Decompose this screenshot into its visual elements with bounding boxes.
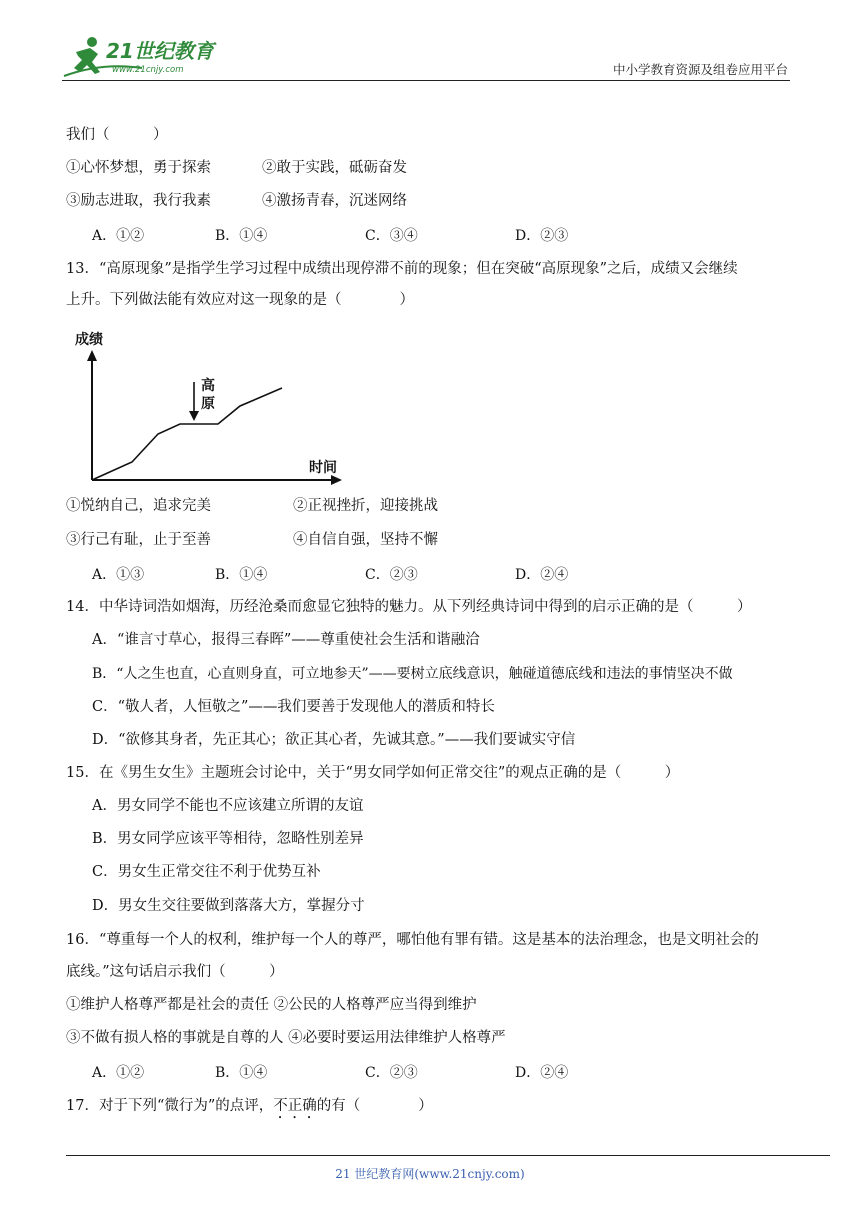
q15-option-a: A．男女同学不能也不应该建立所谓的友谊 [92,798,364,814]
plateau-graph [72,328,352,488]
graph-mark-1: 高 [201,378,215,394]
graph-y-arrow-icon [87,350,97,361]
runner-logo-icon [62,32,232,82]
q17-stem-post: 的有（ ） [316,1098,433,1114]
plateau-arrow-icon [189,411,199,421]
header-divider [62,80,790,81]
q16-option-a: A．①② [92,1065,145,1081]
q15-option-c: C．男女生正常交往不利于优势互补 [92,864,321,880]
q12-statement-4: ④激扬青春，沉迷网络 [262,193,407,209]
q12-statement-2: ②敢于实践，砥砺奋发 [262,160,407,176]
q15-option-b: B．男女同学应该平等相待，忽略性别差异 [92,831,364,847]
q13-statement-3: ③行己有耻，止于至善 [66,532,211,548]
q12-stem-tail: 我们（ ） [66,127,168,143]
q12-statement-1: ①心怀梦想，勇于探索 [66,160,211,176]
q13-option-a: A．①③ [92,567,145,583]
footer-divider [66,1155,830,1156]
q16-option-d: D．②④ [515,1065,569,1081]
q13-statement-1: ①悦纳自己，追求完美 [66,498,211,514]
graph-y-label: 成绩 [75,332,103,348]
q17-stem-emphasis: 不正确 [273,1098,317,1114]
q12-option-c: C．③④ [365,228,418,244]
footer-site-text: 21 世纪教育网(www.21cnjy.com) [335,1167,525,1181]
q13-option-b: B．①④ [215,567,268,583]
logo-text: 21世纪教育 [106,39,214,63]
graph-mark-2: 原 [201,396,215,412]
q12-option-d: D．②③ [515,228,569,244]
graph-x-label: 时间 [309,460,337,476]
q14-option-c: C．“敬人者，人恒敬之”——我们要善于发现他人的潜质和特长 [92,699,495,715]
q14-option-a: A．“谁言寸草心，报得三春晖”——尊重使社会生活和谐融洽 [92,632,480,648]
q13-option-d: D．②④ [515,567,569,583]
header-platform-text: 中小学教育资源及组卷应用平台 [612,62,788,77]
logo-url-text: www.21cnjy.com [112,65,184,75]
site-logo [62,32,232,82]
q15-stem: 15．在《男生女生》主题班会讨论中，关于“男女同学如何正常交往”的观点正确的是（ ） [66,765,680,781]
q12-option-b: B．①④ [215,228,268,244]
q12-option-a: A．①② [92,228,145,244]
q17-stem-pre: 17．对于下列“微行为”的点评， [66,1098,274,1114]
q16-stem-line-1: 16．“尊重每一个人的权利，维护每一个人的尊严，哪怕他有罪有错。这是基本的法治理念，也是文明社会的 [66,932,759,948]
q17-stem [66,1096,433,1122]
q16-option-c: C．②③ [365,1065,418,1081]
q16-option-b: B．①④ [215,1065,268,1081]
graph-curve [92,388,282,480]
q16-stem-line-2: 底线。”这句话启示我们（ ） [66,964,284,980]
q12-statement-3: ③励志进取，我行我素 [66,193,211,209]
q14-stem: 14．中华诗词浩如烟海，历经沧桑而愈显它独特的魅力。从下列经典诗词中得到的启示正确的是（ ） [66,599,752,615]
q13-stem-line-2: 上升。下列做法能有效应对这一现象的是（ ） [66,292,414,308]
q13-option-c: C．②③ [365,567,418,583]
q16-statements-3-4: ③不做有损人格的事就是自尊的人 ④必要时要运用法律维护人格尊严 [66,1030,506,1046]
q14-option-b: B．“人之生也直，心直则身直，可立地参天”——要树立底线意识，触碰道德底线和违法的事情坚决不做 [92,666,733,682]
q13-statement-4: ④自信自强，坚持不懈 [293,532,438,548]
q15-option-d: D．男女生交往要做到落落大方，掌握分寸 [92,898,365,914]
q13-stem-line-1: 13．“高原现象”是指学生学习过程中成绩出现停滞不前的现象；但在突破“高原现象”之后，成绩又会继续 [66,261,738,277]
q16-statements-1-2: ①维护人格尊严都是社会的责任 ②公民的人格尊严应当得到维护 [66,997,477,1013]
graph-x-arrow-icon [331,475,342,485]
q14-option-d: D．“欲修其身者，先正其心；欲正其心者，先诚其意。”——我们要诚实守信 [92,732,576,748]
q13-statement-2: ②正视挫折，迎接挑战 [293,498,438,514]
